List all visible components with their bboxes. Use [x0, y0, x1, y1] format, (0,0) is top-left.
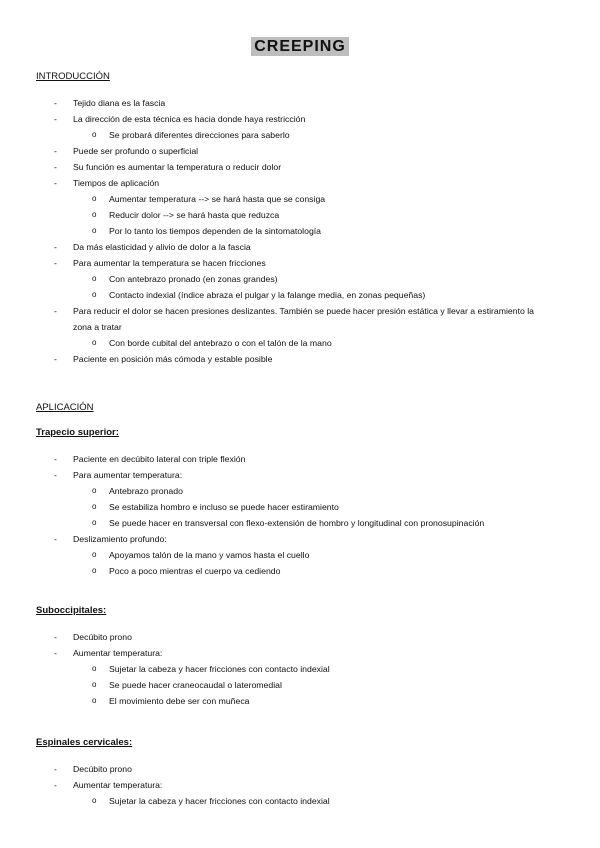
bullet-dash-icon: -: [54, 648, 57, 658]
bullet-dash-icon: -: [54, 470, 57, 480]
intro-list: [54, 95, 554, 367]
list-item: [54, 467, 554, 483]
list-item: [54, 191, 554, 207]
title-wrap: [0, 37, 600, 56]
bullet-dash-icon: -: [54, 98, 57, 108]
bullet-dash-icon: -: [54, 306, 57, 316]
list-item-text: Paciente en decúbito lateral con triple flexión: [73, 454, 246, 464]
list-item: [54, 793, 554, 809]
list-item-text: Aumentar temperatura:: [73, 648, 163, 658]
bullet-dash-icon: -: [54, 162, 57, 172]
list-item-text: Deslizamiento profundo:: [73, 534, 167, 544]
list-item-text: Aumentar temperatura --> se hará hasta que se consiga: [109, 194, 326, 204]
list-item-text: Tejido diana es la fascia: [73, 98, 166, 108]
bullet-circle-icon: o: [92, 566, 97, 575]
list-item-text: Sujetar la cabeza y hacer fricciones con contacto indexial: [109, 664, 330, 674]
list-item-text: Contacto indexial (índice abraza el pulgar y la falange media, en zonas pequeñas): [109, 290, 426, 300]
list-item: [54, 547, 554, 563]
bullet-circle-icon: o: [92, 796, 97, 805]
list-item: [54, 287, 554, 303]
list-item: [54, 255, 554, 271]
list-item-text: Antebrazo pronado: [109, 486, 183, 496]
list-item-text: Reducir dolor --> se hará hasta que reduzca: [109, 210, 280, 220]
bullet-circle-icon: o: [92, 226, 97, 235]
bullet-dash-icon: -: [54, 114, 57, 124]
bullet-dash-icon: -: [54, 146, 57, 156]
intro-heading: INTRODUCCIÓN: [36, 71, 110, 82]
bullet-circle-icon: o: [92, 502, 97, 511]
suboccipitales-heading: Suboccipitales:: [36, 605, 107, 616]
list-item-text: Decúbito prono: [73, 632, 132, 642]
list-item: [54, 499, 554, 515]
list-item-text: Aumentar temperatura:: [73, 780, 163, 790]
list-item-text: Para aumentar temperatura:: [73, 470, 183, 480]
bullet-circle-icon: o: [92, 518, 97, 527]
list-item-text: Paciente en posición más cómoda y estable posible: [73, 354, 273, 364]
list-item-text: Con antebrazo pronado (en zonas grandes): [109, 274, 278, 284]
list-item: [54, 335, 554, 351]
bullet-dash-icon: -: [54, 242, 57, 252]
list-item-text: El movimiento debe ser con muñeca: [109, 696, 250, 706]
list-item-text: Se puede hacer craneocaudal o lateromedial: [109, 680, 282, 690]
list-item: [54, 777, 554, 793]
bullet-dash-icon: -: [54, 632, 57, 642]
list-item: [54, 271, 554, 287]
bullet-circle-icon: o: [92, 664, 97, 673]
bullet-circle-icon: o: [92, 680, 97, 689]
bullet-circle-icon: o: [92, 290, 97, 299]
list-item-text: Apoyamos talón de la mano y vamos hasta el cuello: [109, 550, 310, 560]
list-item: [54, 175, 554, 191]
list-item-text: La dirección de esta técnica es hacia donde haya restricción: [73, 114, 306, 124]
list-item: [54, 303, 554, 335]
bullet-dash-icon: -: [54, 780, 57, 790]
list-item: [54, 351, 554, 367]
list-item-text: Da más elasticidad y alivio de dolor a la fascia: [73, 242, 251, 252]
bullet-dash-icon: -: [54, 178, 57, 188]
list-item-text: Tiempos de aplicación: [73, 178, 160, 188]
list-item-text: Por lo tanto los tiempos dependen de la sintomatología: [109, 226, 322, 236]
bullet-circle-icon: o: [92, 550, 97, 559]
trapecio-list: [54, 451, 554, 579]
aplicacion-heading: APLICACIÓN: [36, 402, 94, 413]
list-item: [54, 223, 554, 239]
list-item-text: Se puede hacer en transversal con flexo-extensión de hombro y longitudinal con pronosupinación: [109, 518, 485, 528]
bullet-dash-icon: -: [54, 258, 57, 268]
list-item-text: Se estabiliza hombro e incluso se puede hacer estiramiento: [109, 502, 339, 512]
bullet-circle-icon: o: [92, 696, 97, 705]
list-item: [54, 693, 554, 709]
list-item: [54, 661, 554, 677]
list-item: [54, 127, 554, 143]
bullet-dash-icon: -: [54, 764, 57, 774]
espinales-list: [54, 761, 554, 809]
list-item-text: Se probará diferentes direcciones para saberlo: [109, 130, 290, 140]
bullet-circle-icon: o: [92, 338, 97, 347]
list-item: [54, 531, 554, 547]
list-item: [54, 143, 554, 159]
list-item-text: Con borde cubital del antebrazo o con el talón de la mano: [109, 338, 332, 348]
list-item-text: Decúbito prono: [73, 764, 132, 774]
bullet-circle-icon: o: [92, 130, 97, 139]
list-item: [54, 207, 554, 223]
bullet-circle-icon: o: [92, 210, 97, 219]
list-item: [54, 761, 554, 777]
bullet-dash-icon: -: [54, 454, 57, 464]
list-item: [54, 677, 554, 693]
suboccipitales-list: [54, 629, 554, 709]
list-item: [54, 563, 554, 579]
page-title: CREEPING: [251, 37, 349, 56]
list-item: [54, 629, 554, 645]
trapecio-heading: Trapecio superior:: [36, 427, 119, 438]
list-item: [54, 239, 554, 255]
bullet-circle-icon: o: [92, 194, 97, 203]
list-item-text: Su función es aumentar la temperatura o reducir dolor: [73, 162, 282, 172]
list-item: [54, 95, 554, 111]
list-item-text: Poco a poco mientras el cuerpo va cediendo: [109, 566, 281, 576]
list-item-text: Para aumentar la temperatura se hacen fricciones: [73, 258, 266, 268]
espinales-heading: Espinales cervicales:: [36, 737, 133, 748]
list-item: [54, 645, 554, 661]
list-item: [54, 159, 554, 175]
bullet-dash-icon: -: [54, 354, 57, 364]
list-item: [54, 111, 554, 127]
list-item: [54, 451, 554, 467]
list-item: [54, 483, 554, 499]
bullet-dash-icon: -: [54, 534, 57, 544]
list-item-text: Para reducir el dolor se hacen presiones deslizantes. También se puede hacer presión estática y llevar a estiramiento la zona a tratar: [73, 306, 535, 332]
list-item: [54, 515, 554, 531]
bullet-circle-icon: o: [92, 274, 97, 283]
list-item-text: Puede ser profundo o superficial: [73, 146, 199, 156]
bullet-circle-icon: o: [92, 486, 97, 495]
list-item-text: Sujetar la cabeza y hacer fricciones con contacto indexial: [109, 796, 330, 806]
